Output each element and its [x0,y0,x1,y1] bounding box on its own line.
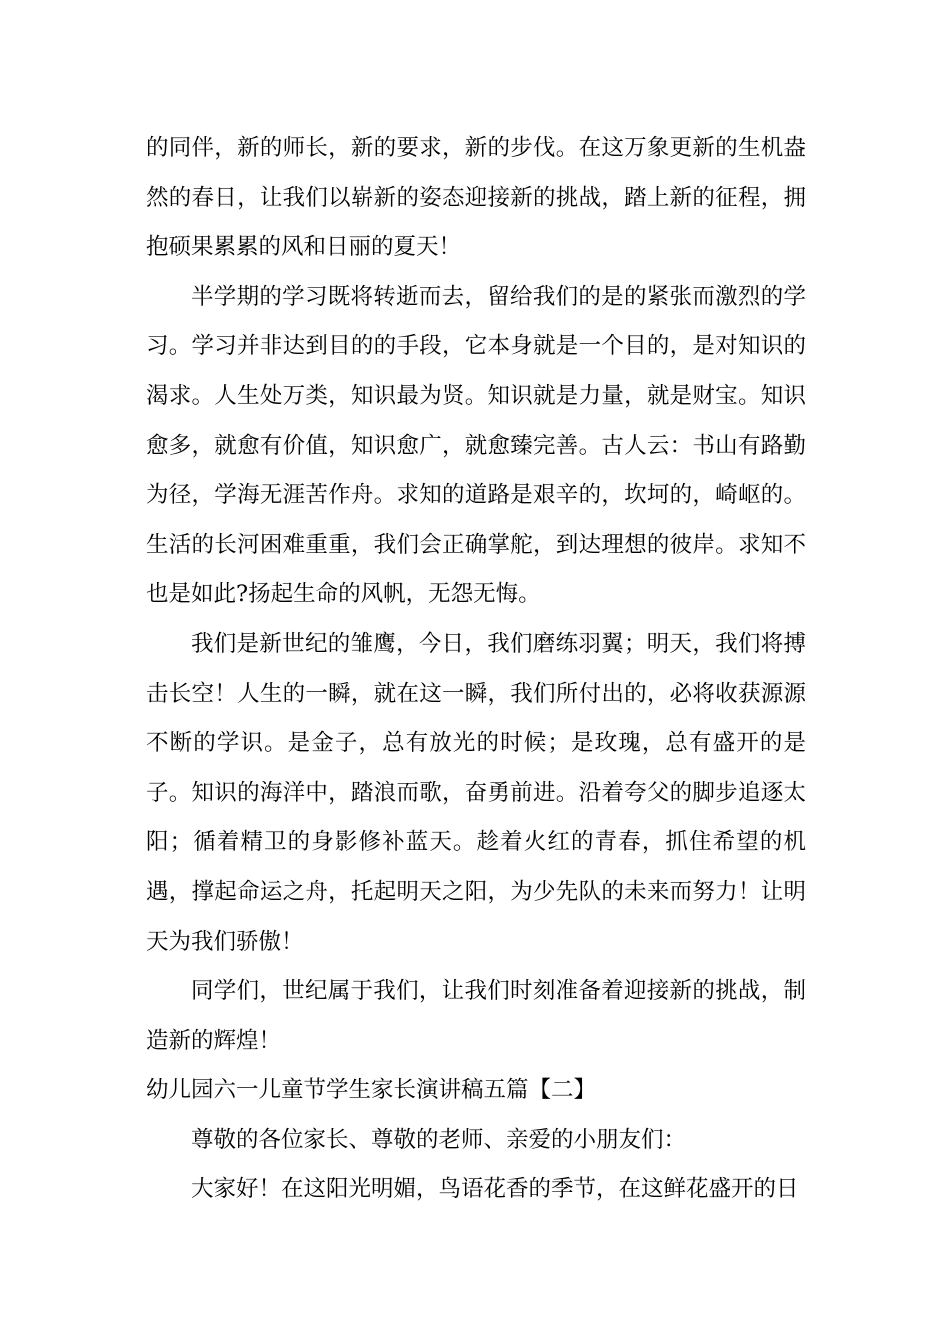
section-heading: 幼儿园六一儿童节学生家长演讲稿五篇【二】 [146,1077,597,1104]
body-paragraph-4: 同学们，世纪属于我们，让我们时刻准备着迎接新的挑战，制造新的辉煌！ [146,978,806,1054]
opening-line: 大家好！在这阳光明媚，鸟语花香的季节，在这鲜花盛开的日 [191,1176,799,1203]
body-paragraph-1: 的同伴，新的师长，新的要求，新的步伐。在这万象更新的生机盎然的春日，让我们以崭新的姿态迎接新的挑战，踏上新的征程，拥抱硕果累累的风和日丽的夏天！ [146,135,806,261]
body-paragraph-2: 半学期的学习既将转逝而去，留给我们的是的紧张而激烈的学习。学习并非达到目的的手段，它本身就是一个目的，是对知识的渴求。人生处万类，知识最为贤。知识就是力量，就是财宝。知识愈多，就愈有价值，知识愈广，就愈臻完善。古人云：书山有路勤为径，学海无涯苦作舟。求知的道路是艰辛的，坎坷的，崎岖的。生活的长河困难重重，我们会正确掌舵，到达理想的彼岸。求知不也是如此?扬起生命的风帆，无怨无悔。 [146,283,806,608]
greeting-line: 尊敬的各位家长、尊敬的老师、亲爱的小朋友们： [191,1126,687,1153]
document-body [146,124,806,1215]
body-paragraph-3: 我们是新世纪的雏鹰，今日，我们磨练羽翼；明天，我们将搏击长空！人生的一瞬，就在这一瞬，我们所付出的，必将收获源源不断的学识。是金子，总有放光的时候；是玫瑰，总有盛开的是子。知识的海洋中，踏浪而歌，奋勇前进。沿着夸父的脚步追逐太阳；循着精卫的身影修补蓝天。趁着火红的青春，抓住希望的机遇，撑起命运之舟，托起明天之阳，为少先队的未来而努力！让明天为我们骄傲！ [146,630,806,955]
